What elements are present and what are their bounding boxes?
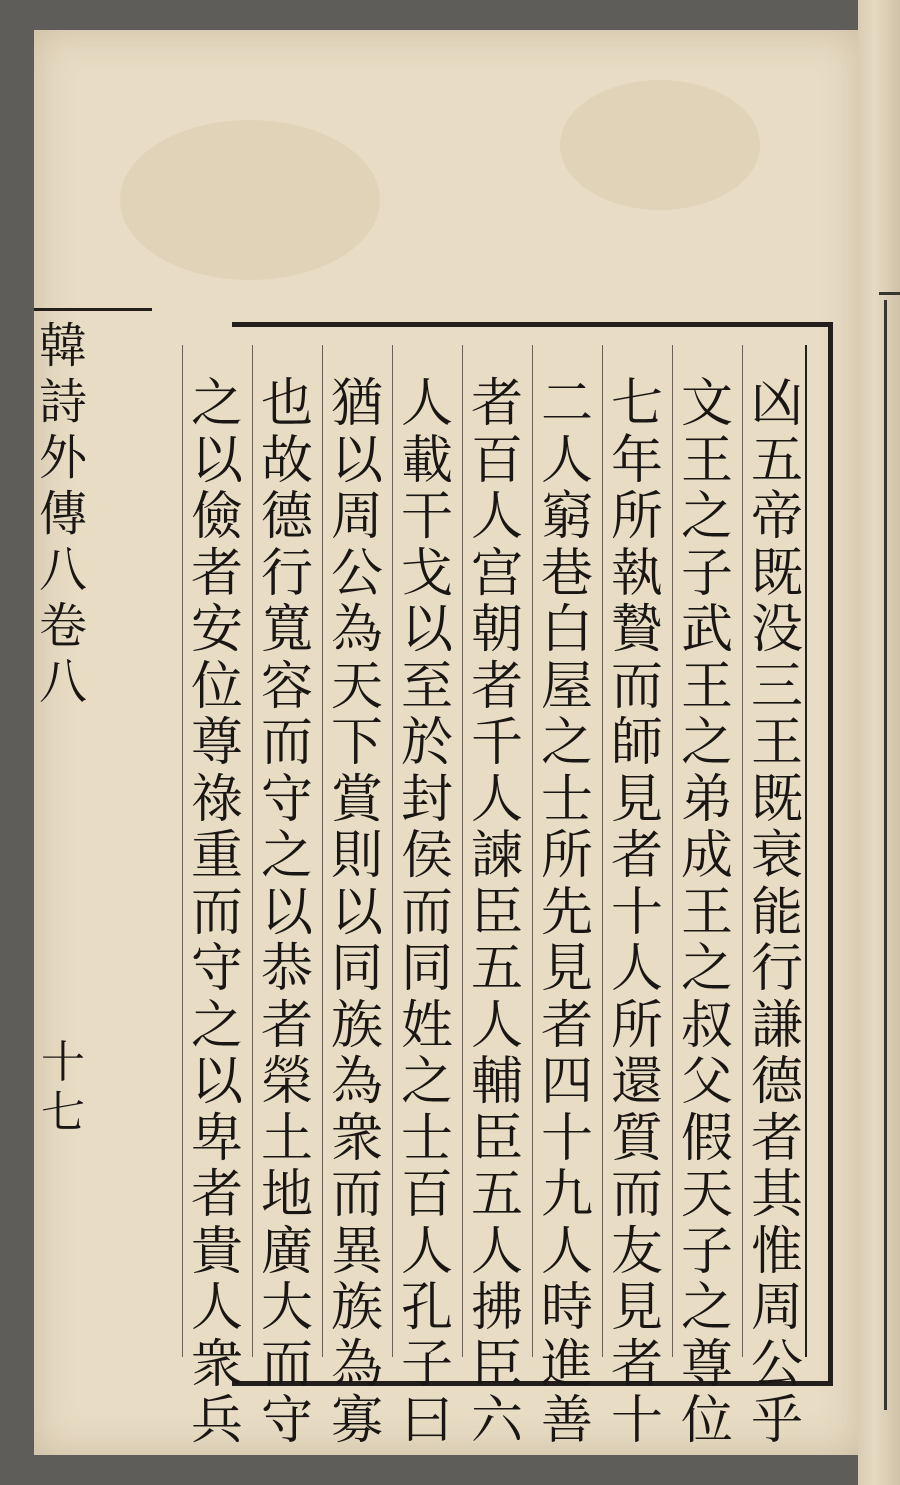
text-char: 臣 (470, 882, 523, 943)
text-char: 執 (610, 543, 663, 604)
text-char: 子 (680, 543, 733, 604)
text-column (258, 376, 316, 1450)
text-char: 以 (330, 882, 383, 943)
text-char: 榮 (260, 1052, 313, 1112)
text-char: 者 (610, 826, 663, 886)
text-char: 所 (610, 995, 663, 1056)
text-char: 寡 (330, 1391, 383, 1451)
title-char: 傳 (38, 486, 87, 542)
text-char: 見 (610, 1278, 663, 1338)
text-char: 姓 (400, 995, 453, 1056)
text-char: 人 (610, 939, 663, 999)
text-char: 五 (470, 1165, 523, 1225)
text-char: 屋 (540, 656, 593, 717)
text-char: 位 (680, 1391, 733, 1451)
text-char: 子 (400, 1334, 453, 1395)
text-char: 行 (750, 939, 803, 999)
text-char: 子 (680, 1221, 733, 1282)
text-char: 地 (260, 1165, 313, 1225)
text-char: 者 (750, 1108, 803, 1169)
text-char: 至 (400, 656, 453, 717)
text-char: 二 (540, 374, 593, 434)
text-char: 人 (470, 995, 523, 1056)
text-column (538, 376, 596, 1450)
text-char: 之 (400, 1052, 453, 1112)
text-char: 以 (330, 430, 383, 491)
text-char: 公 (330, 543, 383, 604)
text-char: 大 (260, 1278, 313, 1338)
text-char: 既 (750, 543, 803, 604)
text-char: 惟 (750, 1221, 803, 1282)
title-char: 八 (38, 654, 87, 710)
text-char: 尊 (680, 1334, 733, 1395)
title-char: 外 (38, 430, 87, 486)
text-char: 其 (750, 1165, 803, 1225)
text-char: 假 (680, 1108, 733, 1169)
text-char: 位 (190, 656, 243, 717)
text-char: 五 (750, 430, 803, 491)
text-char: 臣 (470, 1108, 523, 1169)
text-char: 之 (540, 713, 593, 773)
leaf-number (34, 1038, 92, 1138)
text-char: 乎 (750, 1391, 803, 1451)
text-char: 寬 (260, 600, 313, 660)
text-char: 先 (540, 882, 593, 943)
text-char: 者 (190, 543, 243, 604)
text-char: 王 (680, 882, 733, 943)
text-char: 十 (540, 1108, 593, 1169)
text-char: 人 (190, 1278, 243, 1338)
text-char: 時 (540, 1278, 593, 1338)
text-char: 王 (750, 713, 803, 773)
text-char: 族 (330, 1278, 383, 1338)
text-char: 贄 (610, 600, 663, 660)
text-char: 衆 (190, 1334, 243, 1395)
text-char: 猶 (330, 374, 383, 434)
text-char: 也 (260, 374, 313, 434)
text-char: 異 (330, 1221, 383, 1282)
text-char: 者 (470, 656, 523, 717)
text-char: 白 (540, 600, 593, 660)
text-char: 而 (330, 1165, 383, 1225)
text-char: 人 (470, 769, 523, 830)
title-rule (34, 308, 152, 311)
text-char: 人 (540, 1221, 593, 1282)
text-char: 而 (610, 656, 663, 717)
text-char: 人 (400, 1221, 453, 1282)
text-char: 則 (330, 826, 383, 886)
text-char: 以 (190, 1052, 243, 1112)
text-char: 者 (260, 995, 313, 1056)
text-column (678, 376, 736, 1450)
text-char: 於 (400, 713, 453, 773)
text-char: 族 (330, 995, 383, 1056)
text-char: 尊 (190, 713, 243, 773)
text-char: 父 (680, 1052, 733, 1112)
text-char: 所 (540, 826, 593, 886)
text-column (188, 376, 246, 1450)
text-char: 之 (190, 374, 243, 434)
text-char: 九 (540, 1165, 593, 1225)
text-char: 下 (330, 713, 383, 773)
paper-stain (120, 120, 380, 280)
title-char: 八 (38, 542, 87, 598)
leaf-number-char: 七 (41, 1087, 85, 1138)
text-char: 朝 (470, 600, 523, 660)
text-char: 友 (610, 1221, 663, 1282)
text-char: 賞 (330, 769, 383, 830)
column-rule (182, 345, 183, 1357)
text-char: 而 (190, 882, 243, 943)
text-char: 宫 (470, 543, 523, 604)
text-char: 之 (190, 995, 243, 1056)
text-char: 祿 (190, 769, 243, 830)
text-char: 孔 (400, 1278, 453, 1338)
text-char: 而 (260, 1334, 313, 1395)
text-char: 之 (680, 713, 733, 773)
text-char: 而 (610, 1165, 663, 1225)
text-char: 見 (610, 769, 663, 830)
text-char: 師 (610, 713, 663, 773)
text-char: 質 (610, 1108, 663, 1169)
text-char: 為 (330, 600, 383, 660)
column-rule (322, 345, 323, 1357)
text-char: 德 (750, 1052, 803, 1112)
text-char: 十 (610, 882, 663, 943)
text-char: 而 (260, 713, 313, 773)
text-char: 以 (260, 882, 313, 943)
text-char: 者 (190, 1165, 243, 1225)
book-title-column (34, 318, 92, 710)
column-rule (252, 345, 253, 1357)
text-char: 士 (540, 769, 593, 830)
text-char: 土 (260, 1108, 313, 1169)
text-char: 還 (610, 1052, 663, 1112)
text-char: 之 (680, 1278, 733, 1338)
text-char: 凶 (750, 374, 803, 434)
text-char: 五 (470, 939, 523, 999)
column-rule (532, 345, 533, 1357)
text-char: 弟 (680, 769, 733, 830)
text-char: 善 (540, 1391, 593, 1451)
adjacent-page-frame (884, 300, 900, 1410)
text-char: 所 (610, 487, 663, 547)
text-char: 貴 (190, 1221, 243, 1282)
text-char: 守 (260, 769, 313, 830)
text-char: 干 (400, 487, 453, 547)
text-char: 戈 (400, 543, 453, 604)
text-char: 為 (330, 1334, 383, 1395)
text-char: 者 (540, 995, 593, 1056)
text-char: 卑 (190, 1108, 243, 1169)
text-char: 能 (750, 882, 803, 943)
paper-stain (560, 80, 760, 210)
text-char: 恭 (260, 939, 313, 999)
text-char: 之 (260, 826, 313, 886)
text-char: 之 (680, 487, 733, 547)
text-char: 公 (750, 1334, 803, 1395)
text-char: 没 (750, 600, 803, 660)
text-char: 為 (330, 1052, 383, 1112)
text-char: 行 (260, 543, 313, 604)
text-char: 巷 (540, 543, 593, 604)
text-char: 叔 (680, 995, 733, 1056)
text-char: 周 (330, 487, 383, 547)
text-char: 儉 (190, 487, 243, 547)
text-char: 容 (260, 656, 313, 717)
text-char: 拂 (470, 1278, 523, 1338)
text-column (468, 376, 526, 1450)
text-char: 之 (680, 939, 733, 999)
text-char: 百 (400, 1165, 453, 1225)
text-char: 以 (400, 600, 453, 660)
text-char: 千 (470, 713, 523, 773)
text-char: 守 (190, 939, 243, 999)
text-char: 天 (330, 656, 383, 717)
text-char: 故 (260, 430, 313, 491)
text-column (608, 376, 666, 1450)
text-column (328, 376, 386, 1450)
text-char: 三 (750, 656, 803, 717)
text-char: 廣 (260, 1221, 313, 1282)
text-char: 者 (610, 1334, 663, 1395)
text-char: 德 (260, 487, 313, 547)
title-char: 詩 (38, 374, 87, 430)
text-char: 六 (470, 1391, 523, 1451)
text-char: 侯 (400, 826, 453, 886)
text-char: 而 (400, 882, 453, 943)
text-char: 衆 (330, 1108, 383, 1169)
text-char: 守 (260, 1391, 313, 1451)
text-char: 人 (470, 487, 523, 547)
column-rule (742, 345, 743, 1357)
text-char: 士 (400, 1108, 453, 1169)
text-char: 諫 (470, 826, 523, 886)
text-column (748, 376, 806, 1450)
text-char: 見 (540, 939, 593, 999)
text-char: 年 (610, 430, 663, 491)
text-char: 者 (470, 374, 523, 434)
text-char: 文 (680, 374, 733, 434)
text-char: 十 (610, 1391, 663, 1451)
text-char: 王 (680, 430, 733, 491)
text-char: 以 (190, 430, 243, 491)
text-char: 成 (680, 826, 733, 886)
text-char: 輔 (470, 1052, 523, 1112)
text-char: 既 (750, 769, 803, 830)
text-char: 進 (540, 1334, 593, 1395)
title-char: 卷 (38, 598, 87, 654)
text-char: 周 (750, 1278, 803, 1338)
text-char: 兵 (190, 1391, 243, 1451)
text-char: 同 (400, 939, 453, 999)
text-char: 謙 (750, 995, 803, 1056)
text-char: 臣 (470, 1334, 523, 1395)
text-char: 帝 (750, 487, 803, 547)
text-char: 安 (190, 600, 243, 660)
text-char: 七 (610, 374, 663, 434)
text-char: 載 (400, 430, 453, 491)
text-char: 窮 (540, 487, 593, 547)
text-char: 重 (190, 826, 243, 886)
column-rule (392, 345, 393, 1357)
leaf-number-char: 十 (41, 1037, 85, 1088)
text-char: 人 (470, 1221, 523, 1282)
text-char: 四 (540, 1052, 593, 1112)
title-char: 韓 (38, 318, 87, 374)
text-char: 武 (680, 600, 733, 660)
adjacent-page-rule (879, 292, 900, 295)
text-char: 曰 (400, 1391, 453, 1451)
text-column (398, 376, 456, 1450)
text-char: 天 (680, 1165, 733, 1225)
text-char: 王 (680, 656, 733, 717)
text-char: 同 (330, 939, 383, 999)
column-rule (462, 345, 463, 1357)
text-char: 百 (470, 430, 523, 491)
text-char: 衰 (750, 826, 803, 886)
text-char: 封 (400, 769, 453, 830)
text-char: 人 (400, 374, 453, 434)
text-char: 人 (540, 430, 593, 491)
